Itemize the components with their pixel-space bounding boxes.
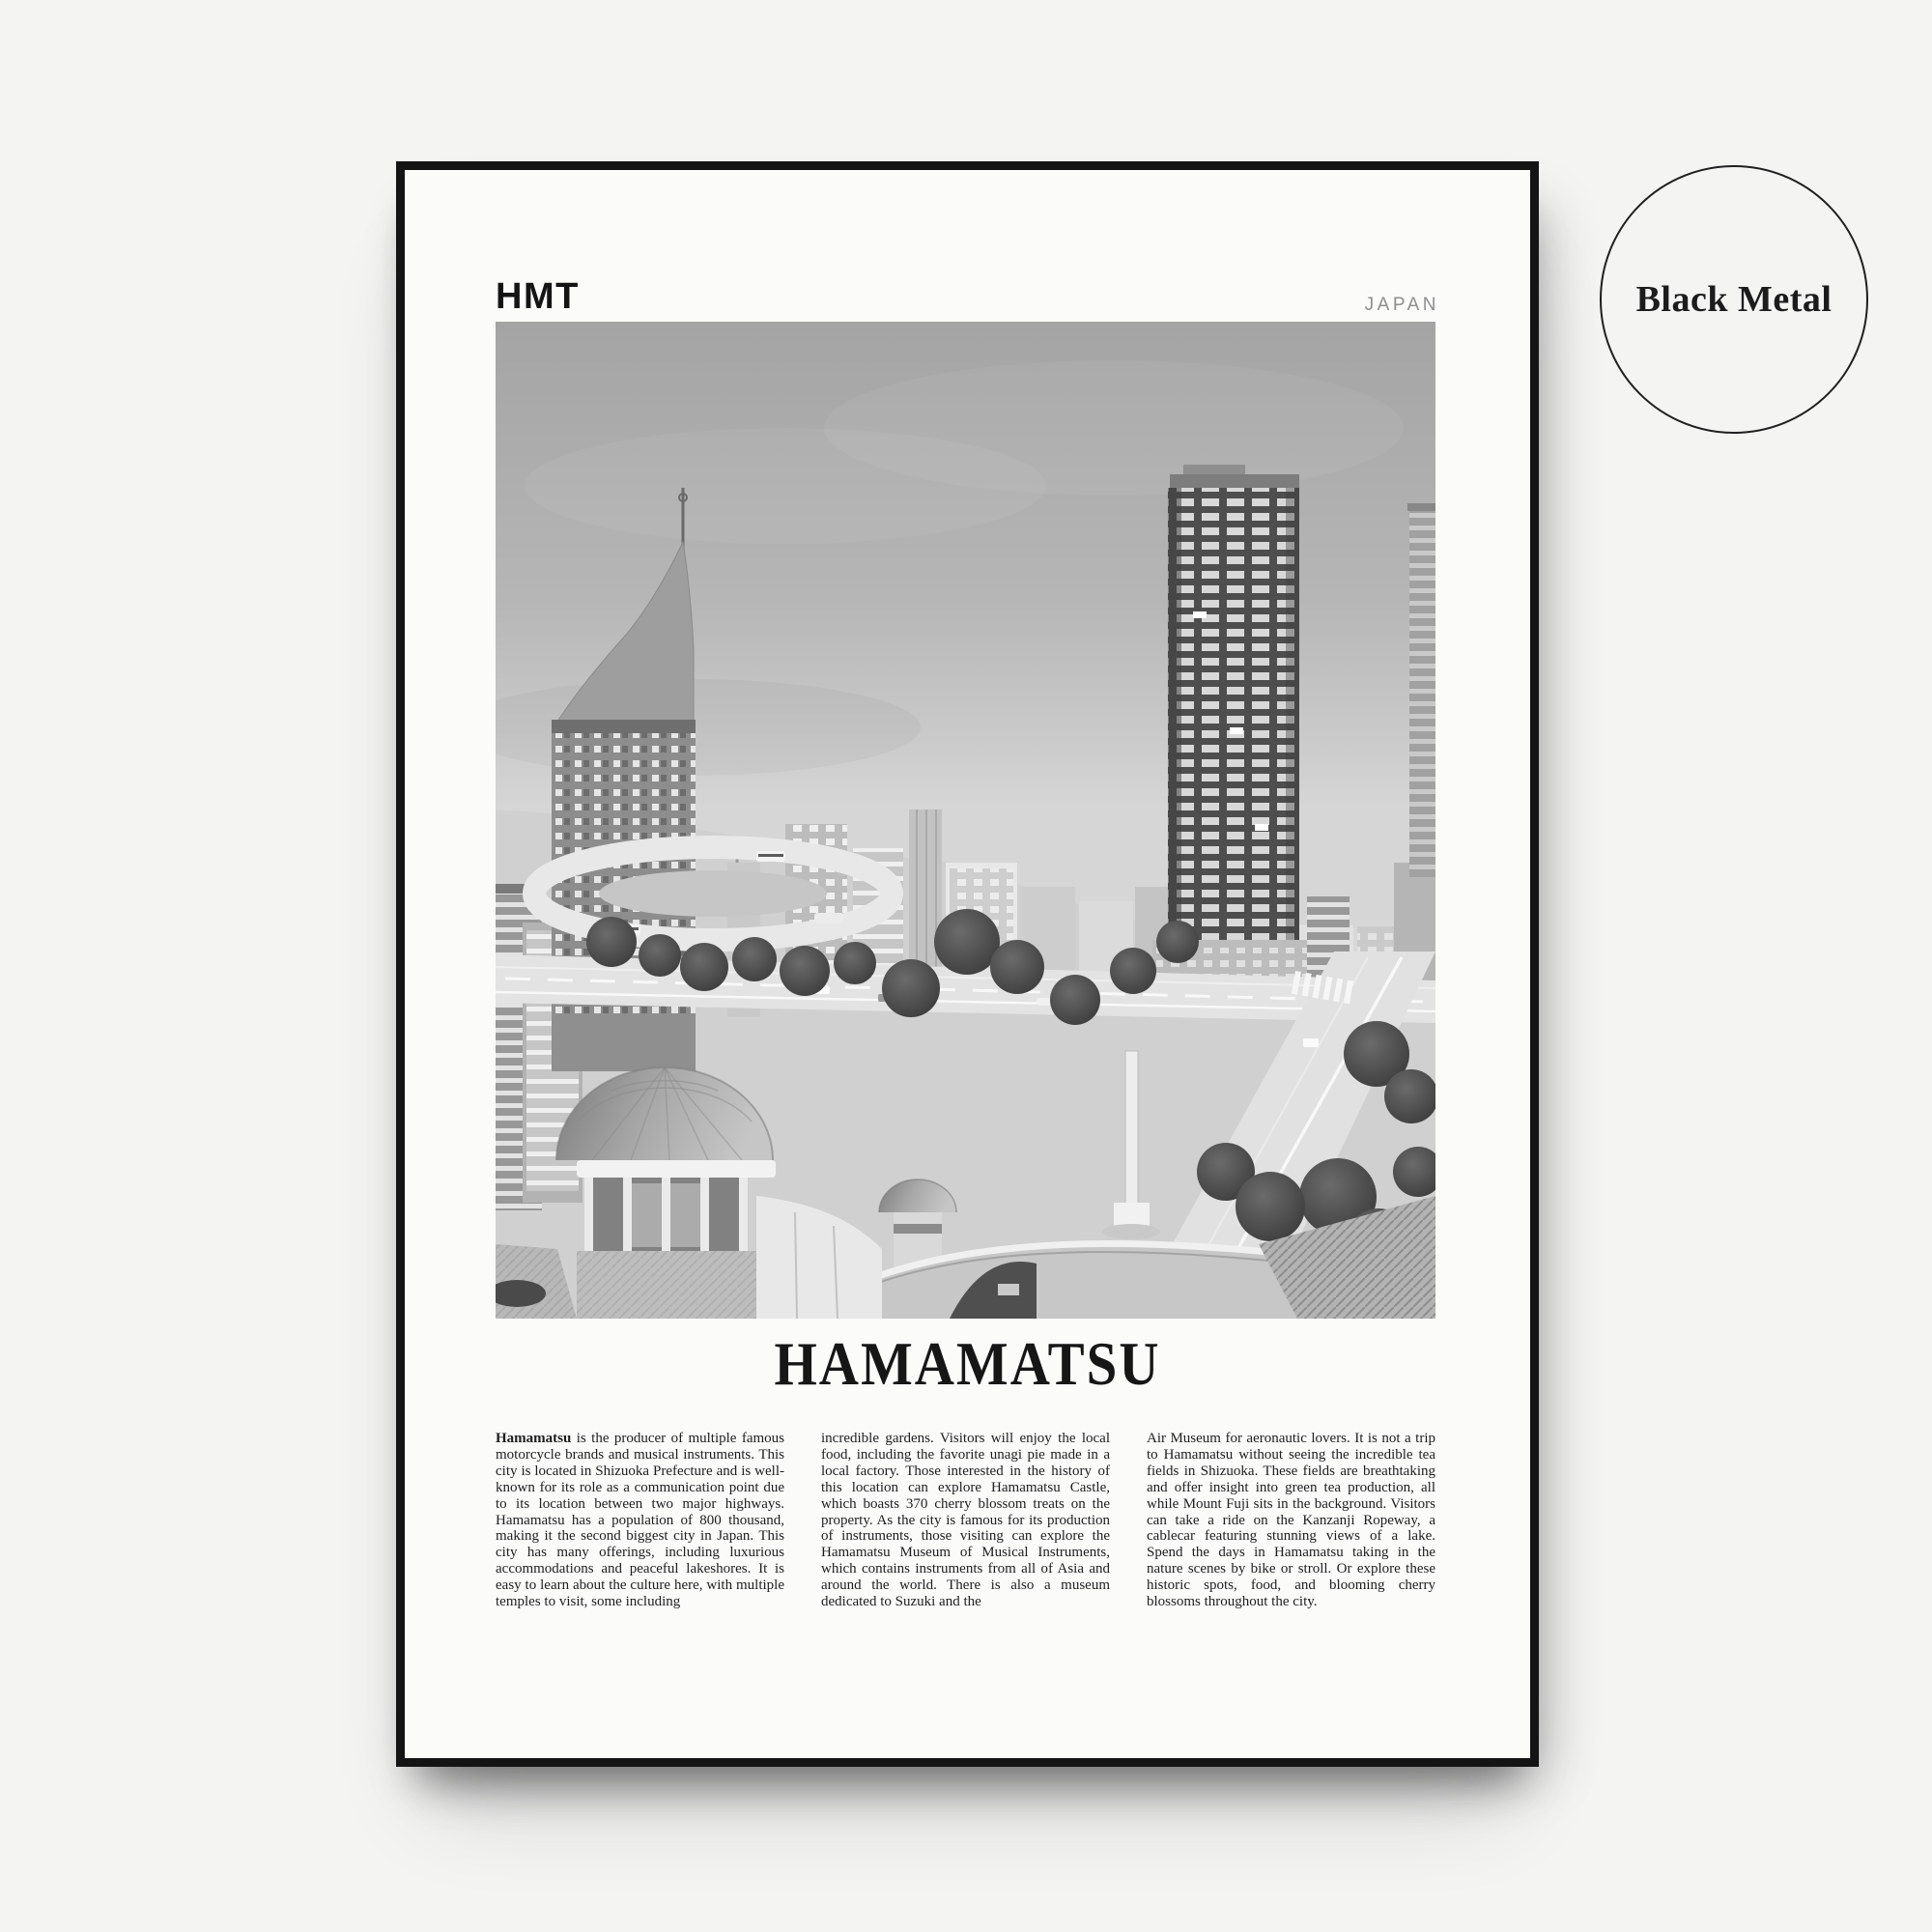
body-column-1-text: is the producer of multiple famous motorcycle brands and musical instruments. This city is located in Shizuoka Prefecture and is well-known for its role as a communication point due to its location between two major highways. Hamamatsu has a population of 800 thousand, making it the second biggest city in Japan. This city has many offerings, including luxurious accommodations and peaceful lakeshores. It is easy to learn about the culture here, with multiple temples to visit, some including: [496, 1431, 784, 1610]
poster: [405, 170, 1530, 1758]
body-column-2: incredible gardens. Visitors will enjoy the local food, including the favorite unagi pie made in a local factory. Those interested in the history of this location can explore Hamamatsu Castle, which boasts 370 cherry blossom treats on the property. As the city is famous for its production of instruments, those visiting can explore the Hamamatsu Museum of Musical Instruments, which contains instruments from all of Asia and around the world. There is also a museum dedicated to Suzuki and the: [821, 1431, 1110, 1610]
country-label: JAPAN: [1364, 295, 1439, 315]
brand-logo: HMT: [496, 276, 580, 317]
finish-badge-label: Black Metal: [1635, 279, 1833, 320]
hamamatsu-city-photo: [496, 322, 1435, 1319]
poster-title: HAMAMATSU: [774, 1330, 1161, 1399]
body-column-1: [496, 1431, 784, 1651]
body-lead-word: Hamamatsu: [496, 1431, 572, 1446]
poster-frame: [396, 161, 1539, 1767]
finish-badge: [1600, 165, 1868, 434]
act-tower: [1152, 465, 1317, 998]
body-column-3: Air Museum for aeronautic lovers. It is not a trip to Hamamatsu without seeing the incredible tea fields in Shizuoka. These fields are breathtaking and offer insight into green tea production, all while Mount Fuji sits in the background. Visitors can take a ride on the Kanzanji Ropeway, a cablecar featuring stunning views of a lake. Spend the days in Hamamatsu taking in the nature scenes by bike or stroll. Or explore these historic spots, food, and blooming cherry blossoms throughout the city.: [1147, 1431, 1435, 1610]
poster-body: [496, 1431, 1435, 1651]
